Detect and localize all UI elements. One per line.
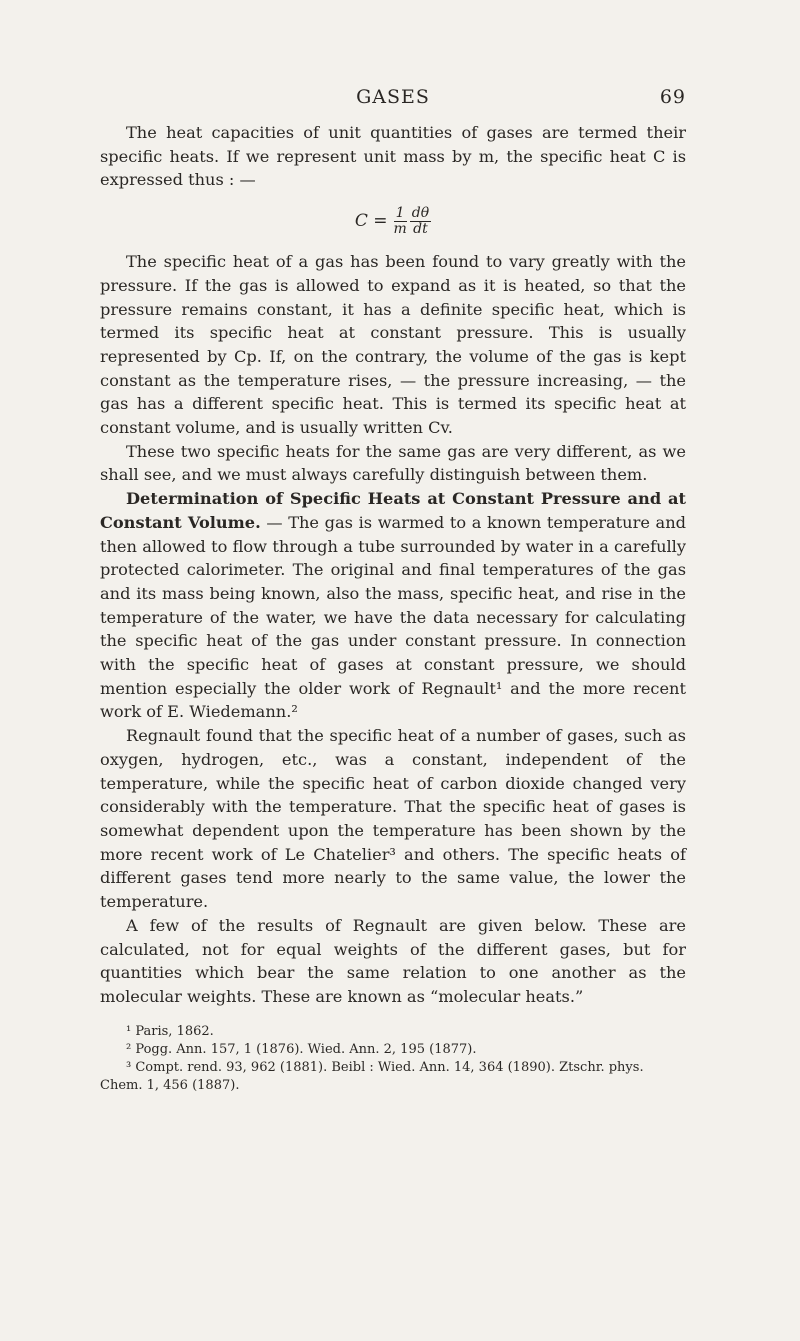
fraction-one-over-m bbox=[393, 206, 406, 237]
paragraph-molecular-heats: A few of the results of Regnault are given below. These are calculated, not for equal weights of the different gases, but for quantities which bear the same relation to one another as the molecular weights. These are known as “molecular heats.” bbox=[100, 915, 686, 1006]
body-text bbox=[100, 121, 686, 1095]
footnote: ³ Compt. rend. 93, 962 (1881). Beibl : Wied. Ann. 14, 364 (1890). Ztschr. phys. Chem. 1, 456 (1887). bbox=[100, 1059, 644, 1093]
fraction-numerator: dθ bbox=[411, 204, 430, 221]
footnote: ¹ Paris, 1862. bbox=[126, 1023, 214, 1039]
section-heading: Determination of Specific Heats at Constant Pressure and at Constant Volume. bbox=[100, 489, 686, 532]
footnotes bbox=[100, 1023, 686, 1095]
page-number: 69 bbox=[659, 86, 686, 108]
paragraph-intro: The heat capacities of unit quantities of gases are termed their specific heats. If we represent unit mass by m, the specific heat C is expressed thus : — bbox=[100, 123, 686, 190]
specific-heat-formula bbox=[100, 192, 686, 250]
running-title: GASES bbox=[356, 86, 430, 108]
paragraph-pressure: The specific heat of a gas has been found to vary greatly with the pressure. If the gas is allowed to expand as it is heated, so that the pressure remains constant, it has a definite specific heat, which is termed its specific heat at constant pressure. This is usually represented by Cp. If, on the contrary, the volume of the gas is kept constant as the temperature rises, — the pressure increasing, — the gas has a different specific heat. This is termed its specific heat at constant volume, and is usually written Cv. bbox=[100, 252, 686, 438]
fraction-dtheta-dt bbox=[410, 206, 431, 237]
formula-lhs: C = bbox=[354, 211, 388, 232]
fraction-denominator: m bbox=[393, 220, 407, 237]
section-text: — The gas is warmed to a known temperature and then allowed to flow through a tube surrounded by water in a carefully protected calorimeter. The original and final temperatures of the gas and its mass being known, also the mass, specific heat, and rise in the temperature of the water, we have the data necessary for calculating the specific heat of the gas under constant pressure. In connection with the specific heat of gases at constant pressure, we should mention especially the older work of Regnault¹ and the more recent work of E. Wiedemann.² bbox=[100, 512, 686, 722]
paragraph-regnault: Regnault found that the specific heat of a number of gases, such as oxygen, hydrogen, etc., was a constant, independent of the temperature, while the specific heat of carbon dioxide changed very considerably with the temperature. That the specific heat of gases is somewhat dependent upon the temperature has been shown by the more recent work of Le Chatelier³ and others. The specific heats of different gases tend more nearly to the same value, the lower the temperature. bbox=[100, 726, 686, 912]
running-head bbox=[100, 86, 686, 112]
paragraph-determination bbox=[100, 487, 686, 724]
footnote: ² Pogg. Ann. 157, 1 (1876). Wied. Ann. 2, 195 (1877). bbox=[126, 1041, 477, 1057]
paragraph-two-heats: These two specific heats for the same gas are very different, as we shall see, and we must always carefully distinguish between them. bbox=[100, 441, 686, 485]
fraction-denominator: dt bbox=[413, 220, 428, 237]
fraction-numerator: 1 bbox=[395, 204, 405, 221]
